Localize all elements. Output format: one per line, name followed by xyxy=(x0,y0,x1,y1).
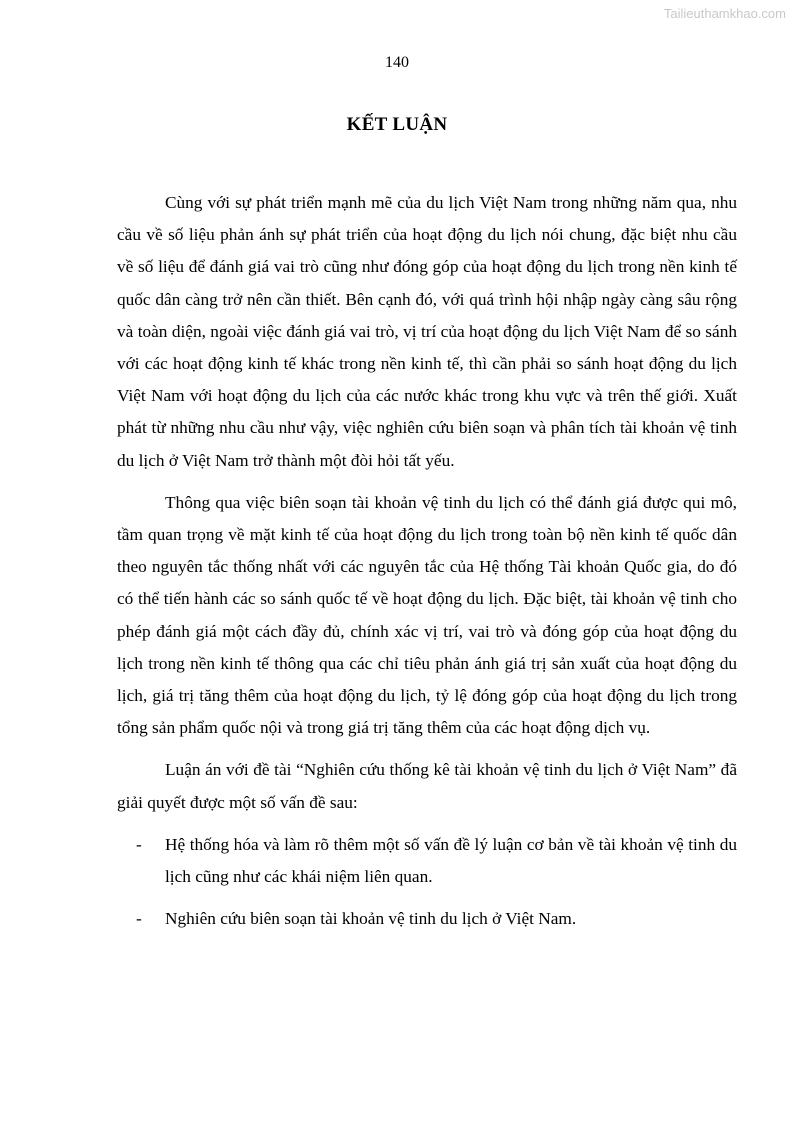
list-item-text: Nghiên cứu biên soạn tài khoản vệ tinh du lịch ở Việt Nam. xyxy=(165,909,577,929)
page-number: 140 xyxy=(385,54,409,71)
document-body xyxy=(117,187,737,945)
paragraph-thesis-results: Luận án với đề tài “Nghiên cứu thống kê tài khoản vệ tinh du lịch ở Việt Nam” đã giải quyết được một số vấn đề sau: xyxy=(117,760,737,812)
list-item xyxy=(117,829,737,893)
paragraph-satellite-account: Thông qua việc biên soạn tài khoản vệ tinh du lịch có thể đánh giá được qui mô, tầm quan trọng về mặt kinh tế của hoạt động du lịch trong toàn bộ nền kinh tế quốc dân theo nguyên tắc thống nhất với các nguyên tắc của Hệ thống Tài khoản Quốc gia, do đó có thể tiến hành các so sánh quốc tế về hoạt động du lịch. Đặc biệt, tài khoản vệ tinh cho phép đánh giá một cách đầy đủ, chính xác vị trí, vai trò và đóng góp của hoạt động du lịch trong nền kinh tế thông qua các chỉ tiêu phản ánh giá trị sản xuất của hoạt động du lịch, giá trị tăng thêm của hoạt động du lịch, tỷ lệ đóng góp của hoạt động du lịch trong tổng sản phẩm quốc nội và trong giá trị tăng thêm của các hoạt động dịch vụ. xyxy=(117,492,737,738)
bullet-marker: - xyxy=(136,834,142,854)
results-list xyxy=(117,829,737,936)
list-item xyxy=(117,903,737,935)
watermark: Tailieuthamkhao.com xyxy=(663,6,786,21)
list-item-text: Hệ thống hóa và làm rõ thêm một số vấn đề lý luận cơ bản về tài khoản vệ tinh du lịch cũng như các khái niệm liên quan. xyxy=(165,834,737,887)
page-title: KẾT LUẬN xyxy=(346,114,448,135)
bullet-marker: - xyxy=(136,909,142,929)
paragraph-intro: Cùng với sự phát triển mạnh mẽ của du lịch Việt Nam trong những năm qua, nhu cầu về số liệu phản ánh sự phát triển của hoạt động du lịch nói chung, đặc biệt nhu cầu về số liệu để đánh giá vai trò cũng như đóng góp của hoạt động du lịch trong nền kinh tế quốc dân càng trở nên cần thiết. Bên cạnh đó, với quá trình hội nhập ngày càng sâu rộng và toàn diện, ngoài việc đánh giá vai trò, vị trí của hoạt động du lịch Việt Nam để so sánh với các hoạt động kinh tế khác trong nền kinh tế, thì cần phải so sánh hoạt động du lịch Việt Nam với hoạt động du lịch của các nước khác trong khu vực và trên thế giới. Xuất phát từ những nhu cầu như vậy, việc nghiên cứu biên soạn và phân tích tài khoản vệ tinh du lịch ở Việt Nam trở thành một đòi hỏi tất yếu. xyxy=(117,193,737,470)
